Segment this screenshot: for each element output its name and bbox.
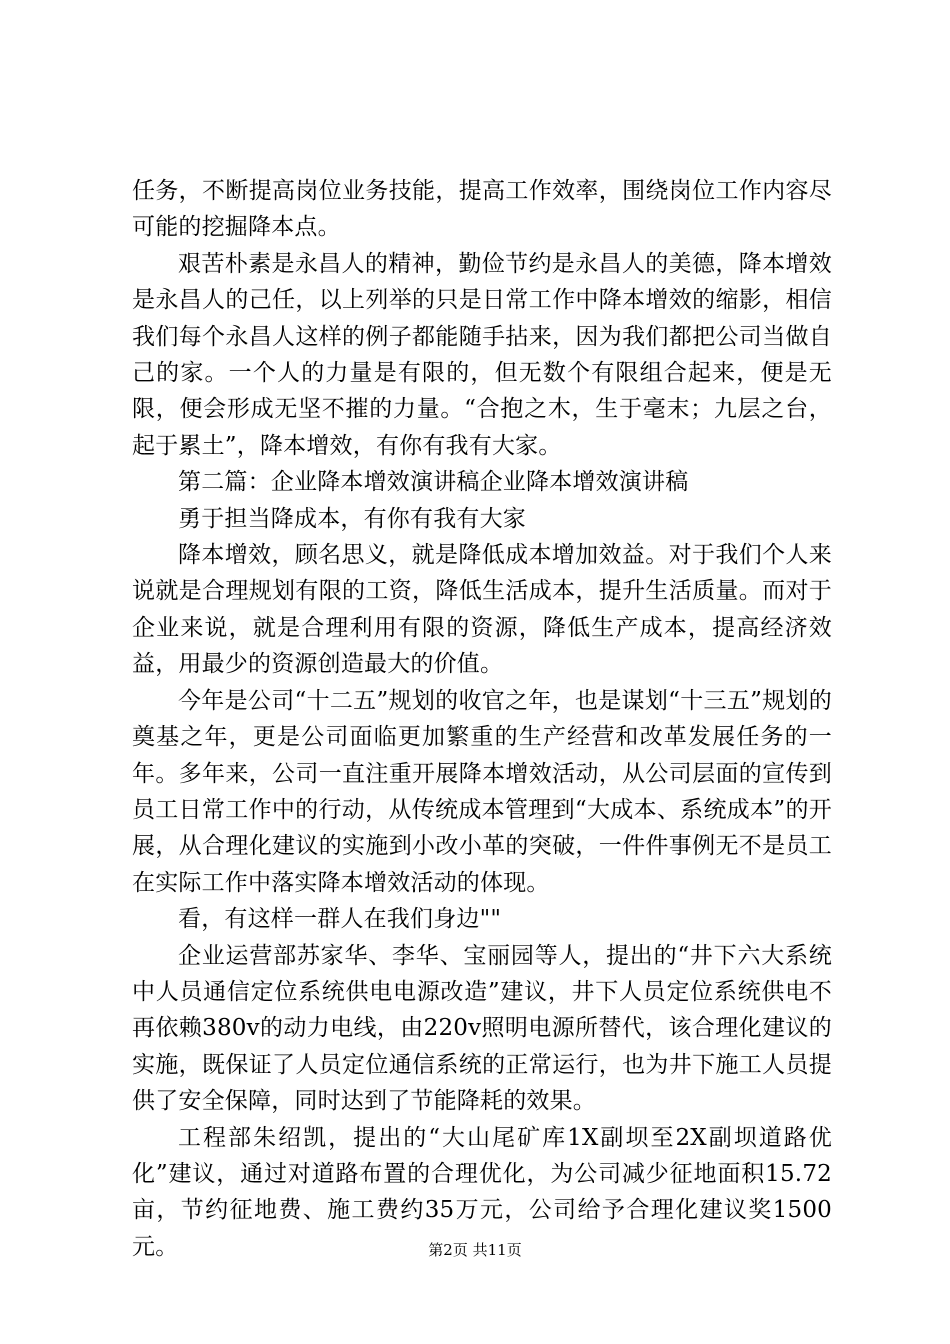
page-number-footer: 第2页 共11页 [428, 1241, 522, 1259]
section-title: 第二篇：企业降本增效演讲稿企业降本增效演讲稿 [178, 469, 689, 496]
speech-title: 勇于担当降成本，有你有我有大家 [178, 505, 526, 532]
paragraph-2: 艰苦朴素是永昌人的精神，勤俭节约是永昌人的美德，降本增效是永昌人的己任，以上列举的只是日常工作中降本增效的缩影，相信我们每个永昌人这样的例子都能随手拈来，因为我们都把公司当做自己的家。一个人的力量是有限的，但无数个有限组合起来，便是无限，便会形成无坚不摧的力量。“合抱之木，生于毫末；九层之台，起于累土”，降本增效，有你有我有大家。 [132, 250, 832, 459]
paragraph-8: 企业运营部苏家华、李华、宝丽园等人，提出的“井下六大系统中人员通信定位系统供电电源改造”建议，井下人员定位系统供电不再依赖380v的动力电线，由220v照明电源所替代，该合理化建议的实施，既保证了人员定位通信系统的正常运行，也为井下施工人员提供了安全保障，同时达到了节能降耗的效果。 [132, 942, 832, 1115]
paragraph-1: 任务，不断提高岗位业务技能，提高工作效率，围绕岗位工作内容尽可能的挖掘降本点。 [132, 178, 832, 241]
paragraph-7: 看，有这样一群人在我们身边"" [178, 906, 502, 933]
paragraph-6: 今年是公司“十二五”规划的收官之年，也是谋划“十三五”规划的奠基之年，更是公司面临更加繁重的生产经营和改革发展任务的一年。多年来，公司一直注重开展降本增效活动，从公司层面的宣传到员工日常工作中的行动，从传统成本管理到“大成本、系统成本”的开展，从合理化建议的实施到小改小革的突破，一件件事例无不是员工在实际工作中落实降本增效活动的体现。 [132, 687, 832, 896]
document-body [132, 173, 832, 1265]
paragraph-5: 降本增效，顾名思义，就是降低成本增加效益。对于我们个人来说就是合理规划有限的工资，降低生活成本，提升生活质量。而对于企业来说，就是合理利用有限的资源，降低生产成本，提高经济效益，用最少的资源创造最大的价值。 [132, 542, 832, 678]
paragraph-9: 工程部朱绍凯，提出的“大山尾矿库1X副坝至2X副坝道路优化”建议，通过对道路布置的合理优化，为公司减少征地面积15.72亩，节约征地费、施工费约35万元，公司给予合理化建议奖1500元。 [132, 1124, 832, 1260]
